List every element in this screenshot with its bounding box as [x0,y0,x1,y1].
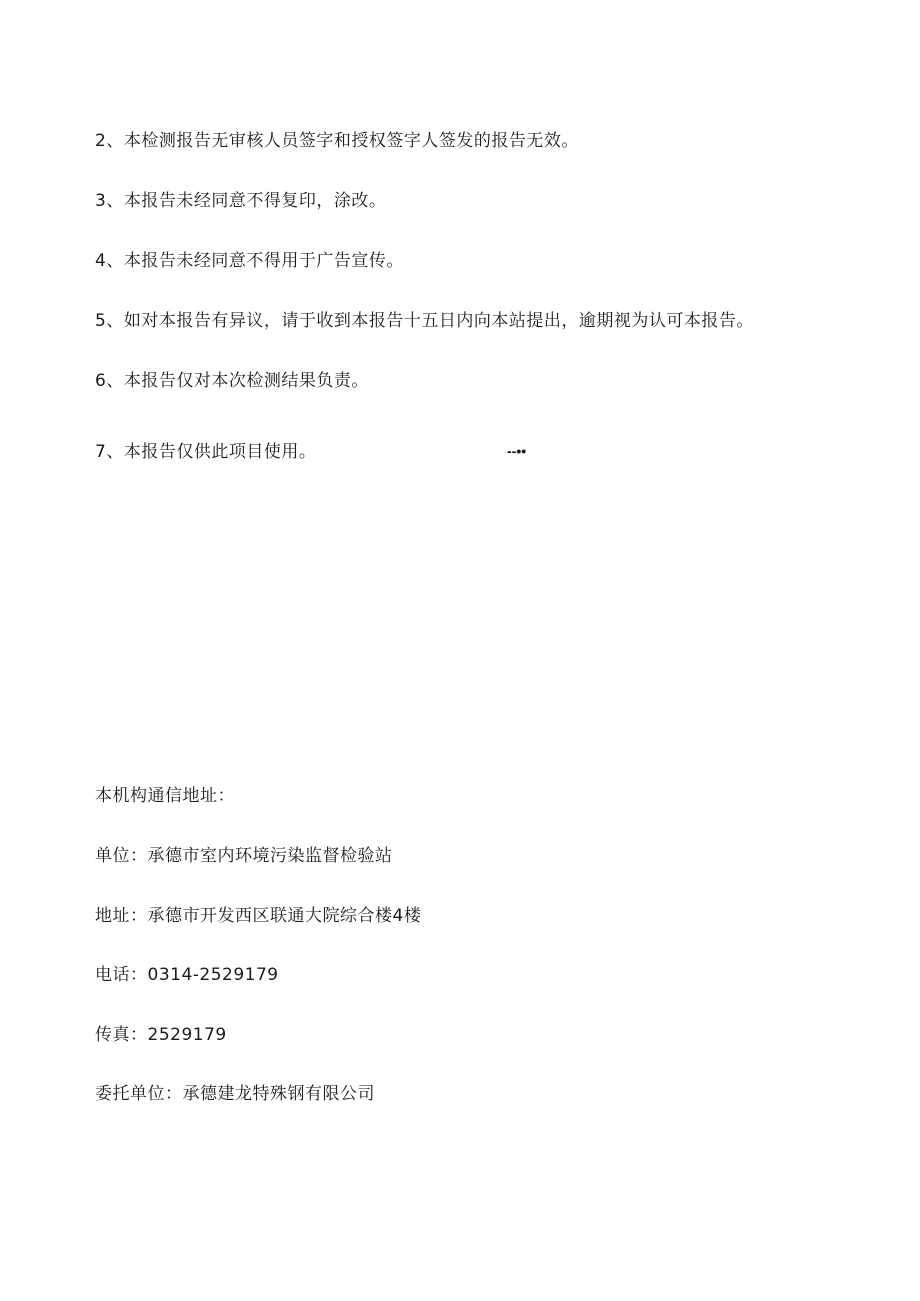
contact-unit: 单位：承德市室内环境污染监督检验站 [95,846,393,866]
contact-fax: 传真：2529179 [95,1025,227,1045]
note-item-7: 7、本报告仅供此项目使用。 [95,442,317,462]
note-item-6: 6、本报告仅对本次检测结果负责。 [95,371,369,391]
end-mark: --•• [507,443,527,459]
note-item-3: 3、本报告未经同意不得复印，涂改。 [95,191,387,211]
contact-client: 委托单位：承德建龙特殊钢有限公司 [95,1084,375,1104]
contact-heading: 本机构通信地址： [95,786,235,806]
contact-address: 地址：承德市开发西区联通大院综合楼4楼 [95,906,422,926]
note-item-2: 2、本检测报告无审核人员签字和授权签字人签发的报告无效。 [95,131,579,151]
note-item-5: 5、如对本报告有异议，请于收到本报告十五日内向本站提出，逾期视为认可本报告。 [95,311,754,331]
note-item-4: 4、本报告未经同意不得用于广告宣传。 [95,251,404,271]
contact-phone: 电话：0314-2529179 [95,965,279,985]
